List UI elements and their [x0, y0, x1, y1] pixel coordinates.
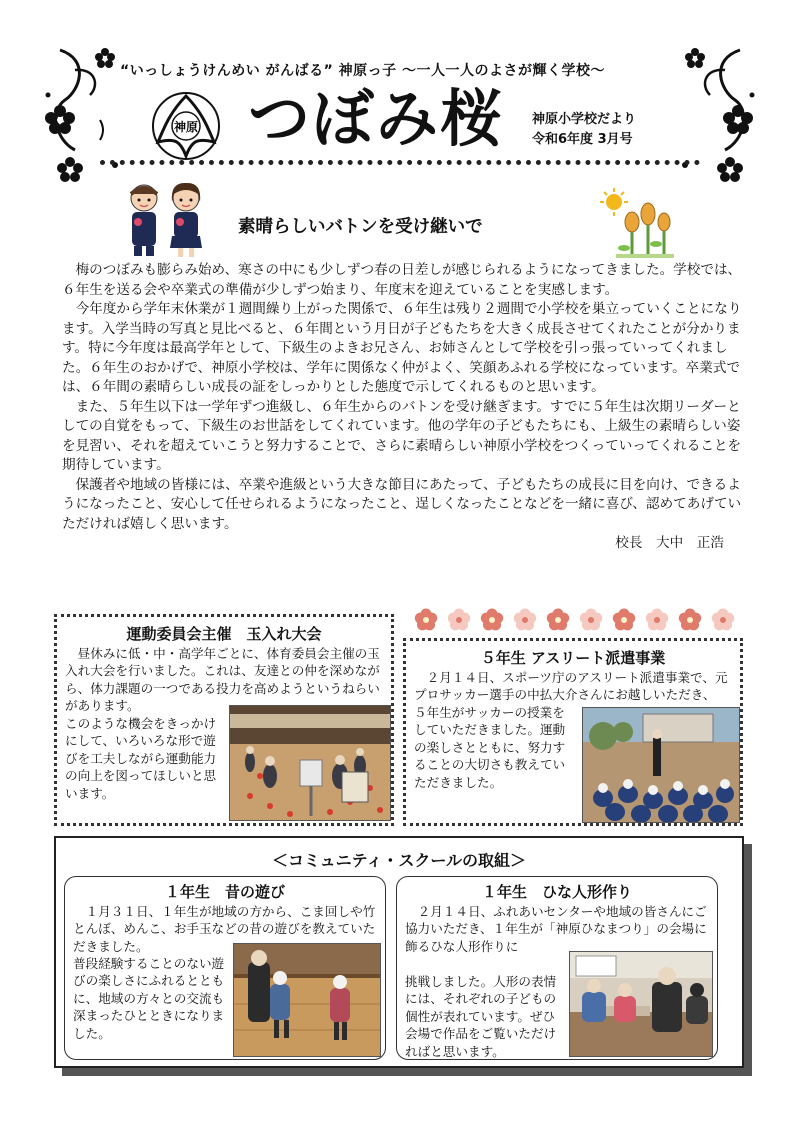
plum-blossom-icon: [613, 609, 635, 631]
soccer-class-photo: [582, 707, 740, 823]
community-school-section: [54, 836, 744, 1068]
athlete-program-text-side: ５年生がサッカーの授業をしていただきました。運動の楽しさとともに、努力することの大切さも教えていただきました。: [414, 705, 566, 790]
hina-doll-photo: [569, 951, 713, 1057]
main-headline: 素晴らしいバトンを受け継いで: [238, 217, 483, 237]
plum-blossom-strip: [410, 606, 740, 634]
corner-flower-ornament-left: [40, 40, 130, 190]
plum-blossom-icon: [580, 609, 602, 631]
boy-student-icon: [131, 185, 157, 256]
old-games-text-top: １月３１日、１年生が地域の方から、こま回しや竹とんぼ、めんこ、お手玉などの昔の遊びを教えていただきました。: [73, 904, 376, 954]
old-games-text-side: 普段経験することのない遊びの楽しさにふれるとともに、地域の方々との交流も深まったひとときになりました。: [73, 956, 225, 1041]
newsletter-title: つぼみ桜: [248, 82, 505, 155]
emblem-text: 神原: [173, 120, 199, 134]
athlete-program-text-top: ２月１４日、スポーツ庁のアスリート派遣事業で、元プロサッカー選手の中払大介さんにお越しいただき、: [414, 670, 728, 703]
old-games-card: [64, 876, 386, 1060]
old-games-photo: [233, 943, 381, 1057]
school-name: 神原小学校だより: [532, 112, 637, 127]
plum-blossom-icon: [547, 609, 569, 631]
main-paragraph: また、５年生以下は一学年ずつ進級し、６年生からのバトンを受け継ぎます。すでに５年生は次期リーダーとしての自覚をもって、下級生のお世話をしてくれています。他の学年の子どもたちにも、上級生の素晴らしい姿を見習い、それを超えていこうと努力することで、さらに素晴らしい神原小学校をつくっていってくれることを期待しています。: [62, 398, 742, 473]
sunflower-icon: [598, 188, 678, 260]
main-paragraph: 梅のつぼみも膨らみ始め、寒さの中にも少しずつ春の日差しが感じられるようになってきました。学校では、６年生を送る会や卒業式の準備が少しずつ始まり、年度末を迎えていることを実感します。: [62, 262, 742, 298]
sports-event-title: 運動委員会主催 玉入れ大会: [126, 625, 322, 643]
athlete-program-title: ５年生 アスリート派遣事業: [480, 649, 666, 667]
main-paragraph: 今年度から学年末休業が１週間繰り上がった関係で、６年生は残り２週間で小学校を巣立っていくことになります。入学当時の写真と見比べると、６年間という月日が子どもたちを大きく成長させてくれたことが分かります。特に今年度は最高学年として、下級生のよきお兄さん、お姉さんとして学校を引っ張っていってくれました。６年生のおかげで、神原小学校は、学年に関係なく仲がよく、笑顔あふれる学校になっています。卒業式では、６年間の素晴らしい成長の証をしっかりとした態度で示してくれるものと思います。: [62, 301, 742, 395]
plum-blossom-icon: [514, 609, 536, 631]
issue-label: 令和6年度 3月号: [532, 132, 633, 147]
plum-blossom-icon: [415, 609, 734, 631]
old-games-title: １年生 昔の遊び: [164, 883, 285, 901]
school-emblem-icon: [150, 90, 222, 162]
girl-student-icon: [170, 183, 202, 257]
beanbag-toss-photo: [229, 705, 391, 821]
sports-event-text-top: 昼休みに低・中・高学年ごとに、体育委員会主催の玉入れ大会を行いました。これは、友達との仲を深めながら、体力課題の一つである投力を高めようというねらいがあります。: [65, 646, 380, 714]
hina-doll-text-top: ２月１４日、ふれあいセンターや地域の皆さんにご協力いただき、１年生が「神原ひなまつり」の会場に飾るひな人形作りに: [405, 904, 707, 954]
sports-event-text-side: このような機会をきっかけにして、いろいろな形で遊びを工夫しながら運動能力の向上を図ってほしいと思います。: [65, 716, 217, 801]
plum-blossom-icon: [481, 609, 503, 631]
principal-signature: 校長 大中 正浩: [615, 535, 724, 551]
students-illustration: [124, 180, 210, 260]
athlete-program-section: [403, 638, 743, 826]
plum-blossom-icon: [646, 609, 668, 631]
plum-blossom-icon: [679, 609, 701, 631]
main-paragraph: 保護者や地域の皆様には、卒業や進級という大きな節目にあたって、子どもたちの成長に目を向け、できるようになったこと、安心して任せられるようになったこと、逞しくなったことなどを一緒に喜び、認めてあげていただければ嬉しく思います。: [62, 476, 742, 532]
corner-flower-ornament-right: [670, 40, 760, 190]
plum-blossom-icon: [712, 609, 734, 631]
hina-doll-text-side: 挑戦しました。人形の表情には、それぞれの子どもの個性が表れています。ぜひ会場で作品をご覧いただければと思います。: [405, 974, 557, 1059]
plum-blossom-icon: [448, 609, 470, 631]
main-article-body: [62, 261, 752, 554]
hina-doll-card: [396, 876, 718, 1060]
sports-event-section: [54, 614, 394, 826]
school-slogan: “いっしょうけんめい がんばる” 神原っ子 〜一人一人のよさが輝く学校〜: [120, 63, 606, 79]
hina-doll-title: １年生 ひな人形作り: [481, 883, 632, 901]
plum-blossom-icon: [415, 609, 437, 631]
community-school-title: ＜コミュニティ・スクールの取組＞: [271, 851, 527, 870]
